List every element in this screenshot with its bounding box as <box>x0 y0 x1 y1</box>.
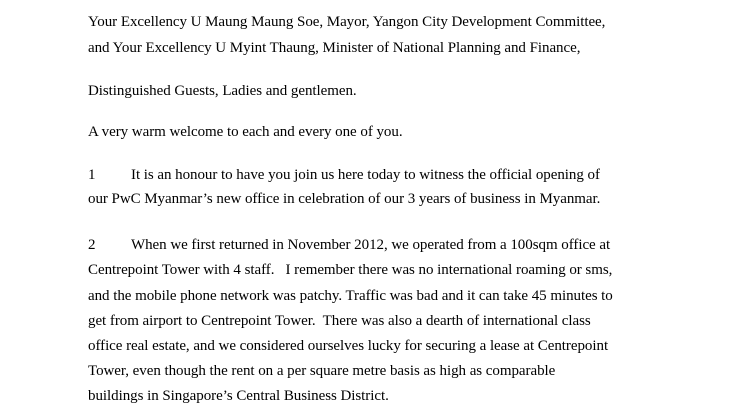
paragraph-2-line-2: Centrepoint Tower with 4 staff. I remember there was no international roaming or sms, <box>88 262 613 278</box>
paragraph-2-line-1 <box>88 233 610 257</box>
greeting-line: Distinguished Guests, Ladies and gentlemen. <box>88 83 357 99</box>
paragraph-2-line-3: and the mobile phone network was patchy. Traffic was bad and it can take 45 minutes to <box>88 288 613 304</box>
paragraph-text: When we first returned in November 2012, we operated from a 100sqm office at <box>131 237 611 253</box>
paragraph-2-line-4: get from airport to Centrepoint Tower. There was also a dearth of international class <box>88 313 591 329</box>
paragraph-1-line-2: our PwC Myanmar’s new office in celebration of our 3 years of business in Myanmar. <box>88 191 601 207</box>
paragraph-2-line-6: Tower, even though the rent on a per square metre basis as high as comparable <box>88 363 556 379</box>
salutation-line-2: and Your Excellency U Myint Thaung, Minister of National Planning and Finance, <box>88 40 581 56</box>
paragraph-number: 2 <box>88 237 96 253</box>
paragraph-1-line-1 <box>88 163 600 187</box>
paragraph-2-line-5: office real estate, and we considered ourselves lucky for securing a lease at Centrepoint <box>88 338 609 354</box>
welcome-line: A very warm welcome to each and every one of you. <box>88 124 403 140</box>
paragraph-2-line-7: buildings in Singapore’s Central Business District. <box>88 388 389 404</box>
paragraph-number: 1 <box>88 167 96 183</box>
paragraph-text: It is an honour to have you join us here today to witness the official opening of <box>131 167 600 183</box>
salutation-line-1: Your Excellency U Maung Maung Soe, Mayor, Yangon City Development Committee, <box>88 14 606 30</box>
